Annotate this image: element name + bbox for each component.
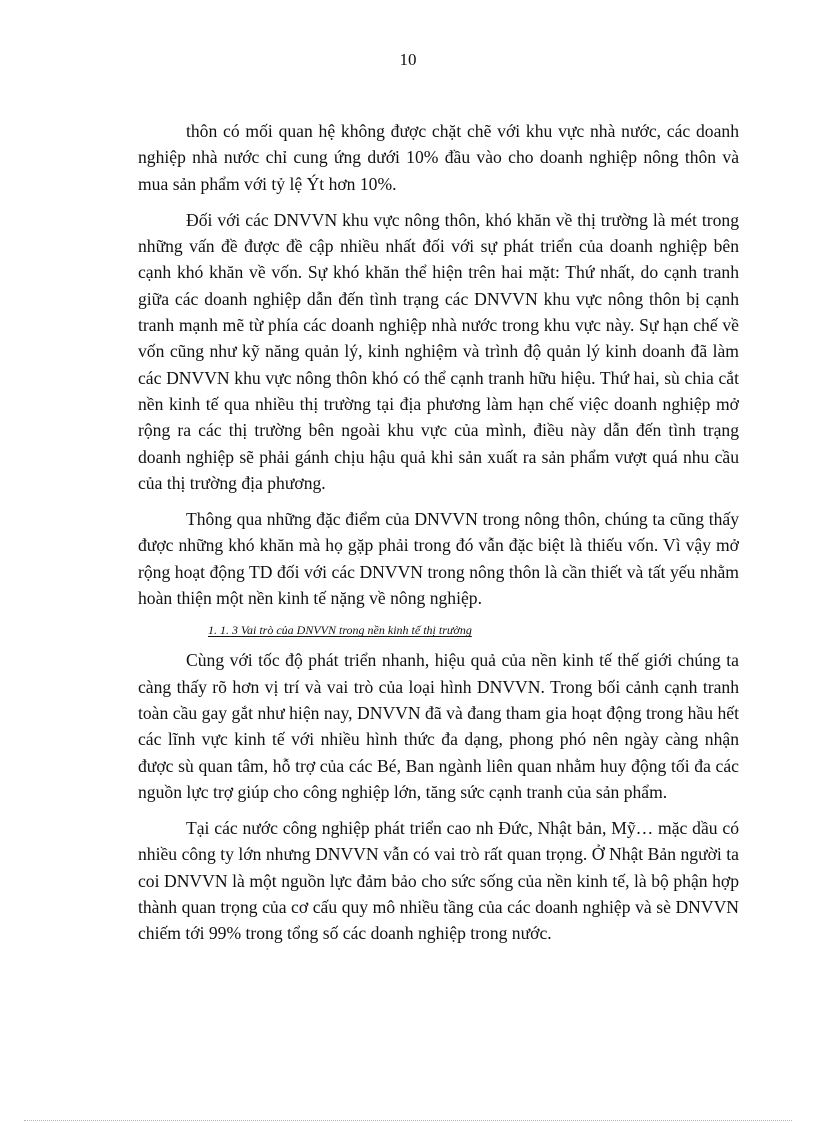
paragraph-rural-state-links: thôn có mối quan hệ không được chặt chẽ với khu vực nhà nước, các doanh nghiệp nhà nước chỉ cung ứng dưới 10% đầu vào cho doanh nghiệp nông thôn và mua sản phẩm với tỷ lệ Ýt hơn 10%. [138, 121, 739, 194]
paragraph-developed-countries: Tại các nước công nghiệp phát triển cao nh Đức, Nhật bản, Mỹ… mặc dầu có nhiều công ty lớn nhưng DNVVN vẫn có vai trò rất quan trọng. Ở Nhật Bản người ta coi DNVVN là một nguồn lực đảm bảo cho sức sống của nền kinh tế, là bộ phận hợp thành quan trọng của cơ cấu quy mô nhiều tầng của các doanh nghiệp và sè DNVVN chiếm tới 99% trong tổng số các doanh nghiệp trong nước. [138, 818, 739, 944]
page-bottom-divider [24, 1120, 792, 1121]
page-number: 10 [399, 50, 417, 69]
paragraph-market-difficulties: Đối với các DNVVN khu vực nông thôn, khó khăn về thị trường là mét trong những vấn đề được đề cập nhiều nhất đối với sự phát triển của doanh nghiệp bên cạnh khó khăn về vốn. Sự khó khăn thể hiện trên hai mặt: Thứ nhất, do cạnh tranh giữa các doanh nghiệp dẫn đến tình trạng các DNVVN khu vực nông thôn bị cạnh tranh mạnh mẽ từ phía các doanh nghiệp nhà nước trong khu vực này. Sự hạn chế về vốn cũng như kỹ năng quản lý, kinh nghiệm và trình độ quản lý kinh doanh đã làm các DNVVN khu vực nông thôn khó có thể cạnh tranh hữu hiệu. Thứ hai, sù chia cắt nền kinh tế qua nhiều thị trường tại địa phương làm hạn chế việc doanh nghiệp mở rộng ra các thị trường bên ngoài khu vực của mình, điều này dẫn đến tình trạng doanh nghiệp sẽ phải gánh chịu hậu quả khi sản xuất ra sản phẩm vượt quá nhu cầu của thị trường địa phương. [138, 209, 739, 493]
section-heading: 1. 1. 3 Vai trò của DNVVN trong nền kinh tế thị trường [208, 623, 472, 638]
paragraph-sme-role: Cùng với tốc độ phát triển nhanh, hiệu quả của nền kinh tế thế giới chúng ta càng thấy rõ hơn vị trí và vai trò của loại hình DNVVN. Trong bối cảnh cạnh tranh toàn cầu gay gắt như hiện nay, DNVVN đã và đang tham gia hoạt động trong hầu hết các lĩnh vực kinh tế với nhiều hình thức đa dạng, phong phó nên ngày càng nhận được sù quan tâm, hỗ trợ của các Bé, Ban ngành liên quan nhằm huy động tối đa các nguồn lực trợ giúp cho công nghiệp lớn, tăng sức cạnh tranh của sản phẩm. [138, 650, 739, 802]
document-body [138, 118, 739, 957]
paragraph-capital-shortage: Thông qua những đặc điểm của DNVVN trong nông thôn, chúng ta cũng thấy được những khó khăn mà họ gặp phải trong đó vẫn đặc biệt là thiếu vốn. Vì vậy mở rộng hoạt động TD đối với các DNVVN trong nông thôn là cần thiết và tất yếu nhằm hoàn thiện một nền kinh tế nặng về nông nghiệp. [138, 509, 739, 609]
